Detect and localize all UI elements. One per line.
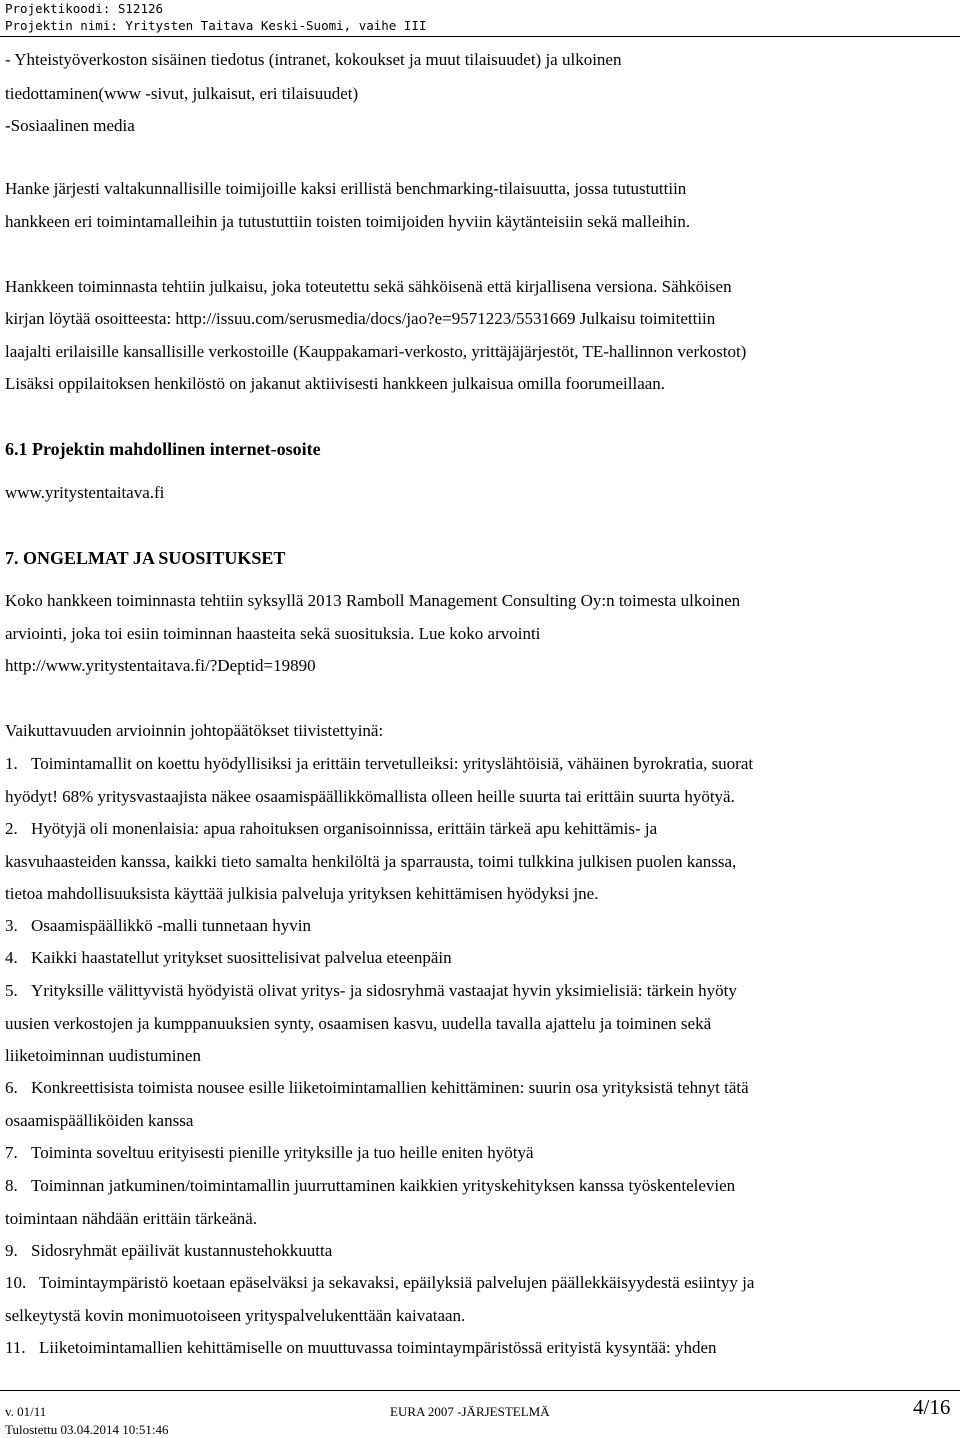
list-item-continuation: tietoa mahdollisuuksista käyttää julkisia palveluja yrityksen kehittämisen hyödyksi jne. (5, 884, 599, 903)
version-label: v. 01/11 (5, 1404, 47, 1419)
text-line: laajalti erilaisille kansallisille verkostoille (Kauppakamari-verkosto, yrittäjäjärjestöt, TE-hallinnon verkostot) (5, 342, 747, 361)
list-item: 8. Toiminnan jatkuminen/toimintamallin juurruttaminen kaikkien yrityskehityksen kanssa työskentelevien (5, 1176, 736, 1195)
list-item-continuation: uusien verkostojen ja kumppanuuksien synty, osaamisen kasvu, uudella tavalla ajattelu ja toiminen sekä (5, 1014, 712, 1033)
list-item-continuation: hyödyt! 68% yritysvastaajista näkee osaamispäällikkömallista olleen heille suurta tai erittäin suurta hyötyä. (5, 787, 735, 806)
system-label: EURA 2007 -JÄRJESTELMÄ (390, 1404, 550, 1419)
text-line: hankkeen eri toimintamalleihin ja tutustuttiin toisten toimijoiden hyviin käytänteisiin sekä malleihin. (5, 212, 691, 231)
list-item-continuation: liiketoiminnan uudistuminen (5, 1046, 201, 1065)
list-item-continuation: selkeytystä kovin monimuotoiseen yrityspalvelukenttään kaivataan. (5, 1306, 466, 1325)
evaluation-link: http://www.yritystentaitava.fi/?Deptid=19890 (5, 656, 316, 675)
list-item: 9. Sidosryhmät epäilivät kustannustehokkuutta (5, 1241, 333, 1260)
list-item: 5. Yrityksille välittyvistä hyödyistä olivat yritys- ja sidosryhmä vastaajat hyvin yksimielisiä: tärkein hyöty (5, 981, 737, 1000)
project-name: Projektin nimi: Yritysten Taitava Keski-Suomi, vaihe III (5, 18, 427, 33)
list-item: 7. Toiminta soveltuu erityisesti pienille yrityksille ja tuo heille eniten hyötyä (5, 1143, 534, 1162)
website-url: www.yritystentaitava.fi (5, 483, 165, 502)
list-item: 11. Liiketoimintamallien kehittämiselle on muuttuvassa toimintaympäristössä erityistä kysyntää: yhden (5, 1338, 717, 1357)
text-line: Hankkeen toiminnasta tehtiin julkaisu, joka toteutettu sekä sähköisenä että kirjallisena versiona. Sähköisen (5, 277, 732, 296)
text-line: arviointi, joka toi esiin toiminnan haasteita sekä suosituksia. Lue koko arvointi (5, 624, 541, 643)
list-item: 4. Kaikki haastatellut yritykset suosittelisivat palvelua eteenpäin (5, 948, 452, 967)
header-divider (0, 36, 960, 37)
list-item: 2. Hyötyjä oli monenlaisia: apua rahoituksen organisoinnissa, erittäin tärkeä apu kehittämis- ja (5, 819, 658, 838)
list-item-continuation: toimintaan nähdään erittäin tärkeänä. (5, 1209, 258, 1228)
list-item: 6. Konkreettisista toimista nousee esille liiketoimintamallien kehittäminen: suurin osa yrityksistä tehnyt tätä (5, 1078, 749, 1097)
project-code: Projektikoodi: S12126 (5, 1, 164, 16)
list-item: 3. Osaamispäällikkö -malli tunnetaan hyvin (5, 916, 311, 935)
section-heading-6-1: 6.1 Projektin mahdollinen internet-osoite (5, 439, 321, 459)
text-line: Vaikuttavuuden arvioinnin johtopäätökset tiivistettyinä: (5, 721, 384, 740)
text-line: Koko hankkeen toiminnasta tehtiin syksyllä 2013 Ramboll Management Consulting Oy:n toimesta ulkoinen (5, 591, 741, 610)
list-item-continuation: osaamispäälliköiden kanssa (5, 1111, 194, 1130)
text-line: kirjan löytää osoitteesta: http://issuu.com/serusmedia/docs/jao?e=9571223/5531669 Julkaisu toimitettiin (5, 309, 716, 328)
list-item: 10. Toimintaympäristö koetaan epäselväksi ja sekavaksi, epäilyksiä palvelujen päällekkäisyydestä esiintyy ja (5, 1273, 755, 1292)
list-item: 1. Toimintamallit on koettu hyödyllisiksi ja erittäin tervetulleiksi: yrityslähtöisiä, vähäinen byrokratia, suorat (5, 754, 754, 773)
text-line: Lisäksi oppilaitoksen henkilöstö on jakanut aktiivisesti hankkeen julkaisua omilla foorumeillaan. (5, 374, 666, 393)
print-timestamp: Tulostettu 03.04.2014 10:51:46 (5, 1422, 169, 1437)
text-line: tiedottaminen(www -sivut, julkaisut, eri tilaisuudet) (5, 84, 359, 103)
page-number: 4/16 (913, 1395, 951, 1419)
text-line: - Yhteistyöverkoston sisäinen tiedotus (intranet, kokoukset ja muut tilaisuudet) ja ulkoinen (5, 50, 622, 69)
section-heading-7: 7. ONGELMAT JA SUOSITUKSET (5, 548, 286, 568)
page-header (5, 0, 426, 34)
text-line: Hanke järjesti valtakunnallisille toimijoille kaksi erillistä benchmarking-tilaisuutta, jossa tutustuttiin (5, 179, 687, 198)
list-item-continuation: kasvuhaasteiden kanssa, kaikki tieto samalta henkilöltä ja sparrausta, toimi tulkkina julkisen puolen kanssa, (5, 852, 737, 871)
text-line: -Sosiaalinen media (5, 116, 135, 135)
footer-divider (0, 1390, 960, 1391)
